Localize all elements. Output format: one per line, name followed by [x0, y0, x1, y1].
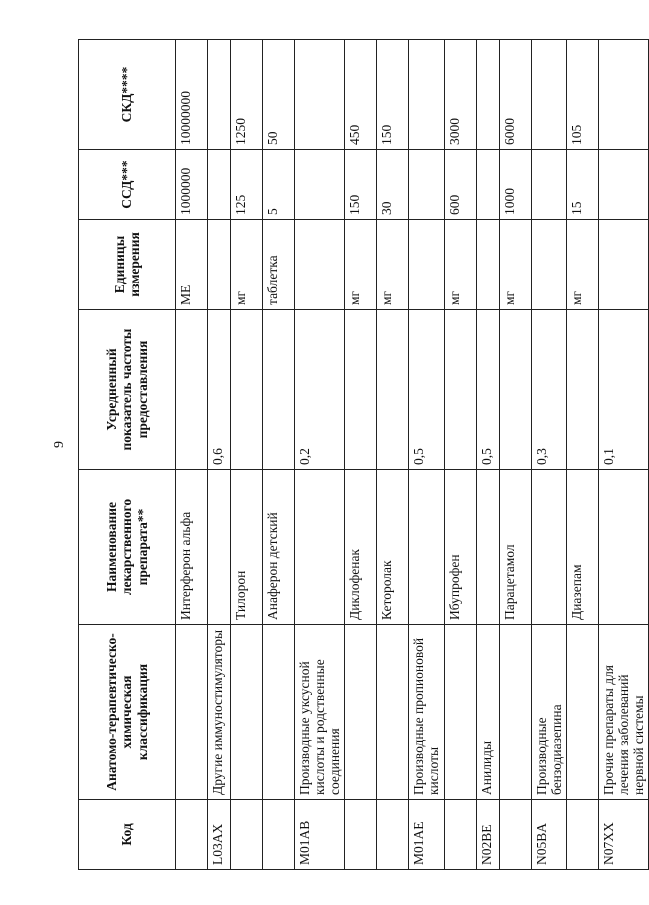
cell-drug: Кеторолак — [377, 470, 409, 625]
table-row — [476, 40, 499, 870]
header-frequency: Усредненный показатель частоты предоставления — [79, 310, 176, 470]
drug-table — [78, 39, 649, 870]
cell-ssd: 125 — [231, 150, 263, 220]
cell-ssd: 30 — [377, 150, 409, 220]
cell-atc — [231, 625, 263, 800]
cell-unit — [208, 220, 231, 310]
cell-atc: Производные уксусной кислоты и родственные соединения — [295, 625, 345, 800]
cell-skd — [531, 40, 566, 150]
cell-unit: мг — [345, 220, 377, 310]
cell-skd: 6000 — [499, 40, 531, 150]
cell-atc: Производные бензодиазепина — [531, 625, 566, 800]
header-ssd: ССД*** — [79, 150, 176, 220]
cell-atc: Прочие препараты для лечения заболеваний нервной системы — [598, 625, 648, 800]
cell-drug — [476, 470, 499, 625]
cell-atc — [377, 625, 409, 800]
cell-frequency — [499, 310, 531, 470]
table-row — [444, 40, 476, 870]
cell-drug — [295, 470, 345, 625]
cell-drug: Интерферон альфа — [176, 470, 208, 625]
cell-drug: Парацетамол — [499, 470, 531, 625]
cell-frequency: 0,3 — [531, 310, 566, 470]
cell-skd: 150 — [377, 40, 409, 150]
cell-code: M01AB — [295, 800, 345, 870]
cell-drug: Диклофенак — [345, 470, 377, 625]
cell-unit: МЕ — [176, 220, 208, 310]
cell-skd: 105 — [566, 40, 598, 150]
cell-ssd: 1000 — [499, 150, 531, 220]
cell-unit: мг — [377, 220, 409, 310]
table-row — [208, 40, 231, 870]
table-row — [566, 40, 598, 870]
table-row — [345, 40, 377, 870]
table-row — [598, 40, 648, 870]
cell-drug — [598, 470, 648, 625]
cell-drug — [208, 470, 231, 625]
cell-code — [263, 800, 295, 870]
cell-ssd — [476, 150, 499, 220]
cell-skd — [208, 40, 231, 150]
cell-unit — [409, 220, 444, 310]
cell-atc — [444, 625, 476, 800]
cell-unit: таблетка — [263, 220, 295, 310]
cell-unit: мг — [566, 220, 598, 310]
cell-skd: 10000000 — [176, 40, 208, 150]
cell-frequency: 0,6 — [208, 310, 231, 470]
header-drug: Наименование лекарственного препарата** — [79, 470, 176, 625]
table-header-row — [79, 40, 176, 870]
table-row — [499, 40, 531, 870]
cell-atc: Производные пропионовой кислоты — [409, 625, 444, 800]
cell-skd: 450 — [345, 40, 377, 150]
cell-code: N07XX — [598, 800, 648, 870]
page-number: 9 — [52, 441, 67, 448]
cell-unit: мг — [231, 220, 263, 310]
cell-unit: мг — [444, 220, 476, 310]
cell-frequency: 0,2 — [295, 310, 345, 470]
table-row — [377, 40, 409, 870]
cell-drug: Ибупрофен — [444, 470, 476, 625]
cell-code: L03AX — [208, 800, 231, 870]
table-row — [295, 40, 345, 870]
cell-unit — [598, 220, 648, 310]
cell-unit — [295, 220, 345, 310]
cell-skd — [295, 40, 345, 150]
cell-atc — [263, 625, 295, 800]
cell-frequency: 0,1 — [598, 310, 648, 470]
table-row — [409, 40, 444, 870]
cell-frequency: 0,5 — [409, 310, 444, 470]
cell-ssd: 5 — [263, 150, 295, 220]
header-skd: СКД**** — [79, 40, 176, 150]
cell-ssd: 600 — [444, 150, 476, 220]
cell-skd: 1250 — [231, 40, 263, 150]
table-row — [531, 40, 566, 870]
cell-drug — [409, 470, 444, 625]
cell-atc: Другие иммуностимуляторы — [208, 625, 231, 800]
cell-atc — [345, 625, 377, 800]
table-row — [263, 40, 295, 870]
cell-code — [345, 800, 377, 870]
cell-code: N02BE — [476, 800, 499, 870]
cell-skd — [598, 40, 648, 150]
cell-skd: 50 — [263, 40, 295, 150]
cell-ssd: 150 — [345, 150, 377, 220]
cell-atc — [176, 625, 208, 800]
cell-code — [499, 800, 531, 870]
cell-ssd — [598, 150, 648, 220]
cell-code — [176, 800, 208, 870]
cell-unit: мг — [499, 220, 531, 310]
header-code: Код — [79, 800, 176, 870]
cell-drug: Тилорон — [231, 470, 263, 625]
cell-code — [377, 800, 409, 870]
rotated-table-container — [78, 40, 646, 870]
cell-ssd — [295, 150, 345, 220]
cell-code: N05BA — [531, 800, 566, 870]
cell-atc: Анилиды — [476, 625, 499, 800]
table-row — [176, 40, 208, 870]
cell-drug: Анаферон детский — [263, 470, 295, 625]
cell-ssd: 15 — [566, 150, 598, 220]
cell-ssd — [531, 150, 566, 220]
cell-drug — [531, 470, 566, 625]
cell-unit — [531, 220, 566, 310]
cell-frequency — [444, 310, 476, 470]
cell-ssd: 1000000 — [176, 150, 208, 220]
cell-drug: Диазепам — [566, 470, 598, 625]
cell-frequency — [345, 310, 377, 470]
cell-atc — [499, 625, 531, 800]
cell-code — [566, 800, 598, 870]
cell-skd — [409, 40, 444, 150]
header-unit: Единицы измерения — [79, 220, 176, 310]
table-row — [231, 40, 263, 870]
cell-frequency — [263, 310, 295, 470]
cell-frequency: 0,5 — [476, 310, 499, 470]
cell-code: M01AE — [409, 800, 444, 870]
cell-frequency — [176, 310, 208, 470]
cell-ssd — [208, 150, 231, 220]
cell-unit — [476, 220, 499, 310]
cell-code — [444, 800, 476, 870]
cell-frequency — [377, 310, 409, 470]
cell-skd — [476, 40, 499, 150]
cell-skd: 3000 — [444, 40, 476, 150]
cell-frequency — [231, 310, 263, 470]
cell-frequency — [566, 310, 598, 470]
cell-atc — [566, 625, 598, 800]
cell-ssd — [409, 150, 444, 220]
header-atc: Анатомо-терапевтическо-химическая классификация — [79, 625, 176, 800]
cell-code — [231, 800, 263, 870]
